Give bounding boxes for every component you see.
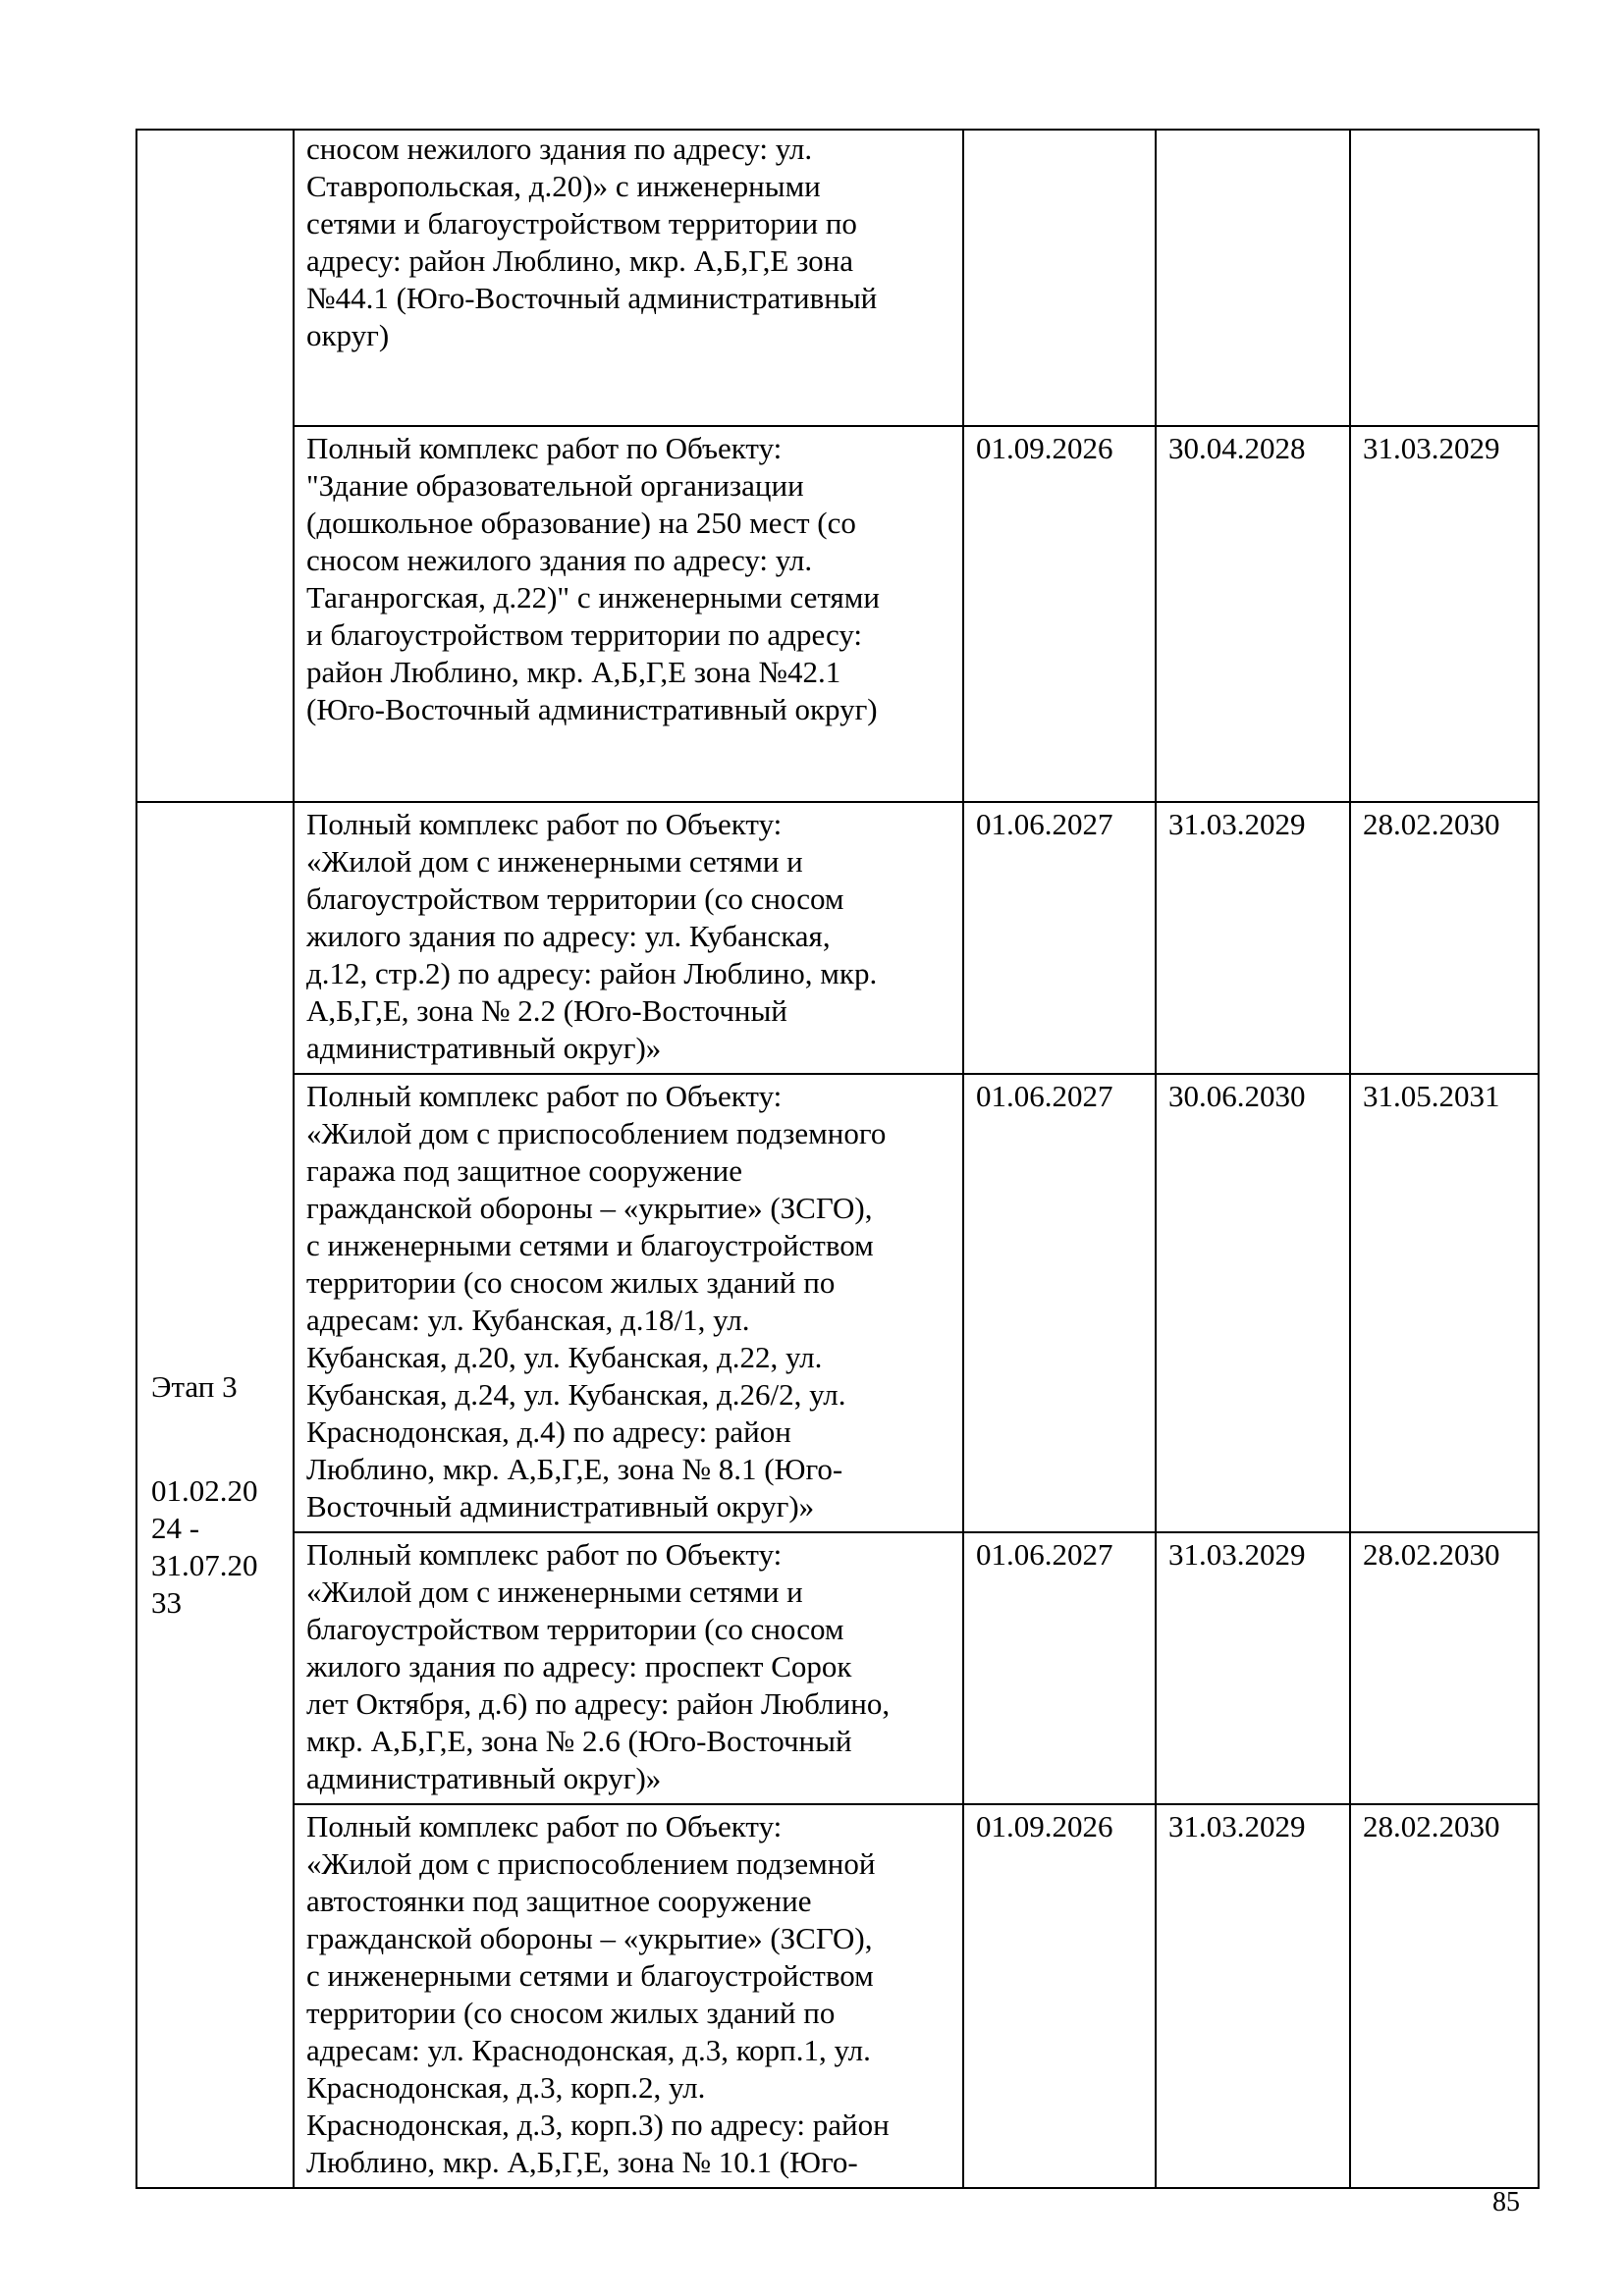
work-description: Полный комплекс работ по Объекту: "Здание образовательной организации (дошкольное образование) на 250 мест (со сносом нежилого здания по адресу: ул. Таганрогская, д.22)" с инженерными сетями и благоустройством территории по адресу: район Люблино, мкр. А,Б,Г,Е зона №42.1 (Юго-Восточный административный округ) <box>294 426 963 802</box>
stage-period: 01.02.20 24 - 31.07.20 33 <box>151 1473 258 1620</box>
table-row <box>136 1532 1539 1804</box>
stage-cell <box>136 802 294 2188</box>
mid-date: 31.03.2029 <box>1156 1804 1350 2188</box>
schedule-table <box>135 129 1540 2189</box>
start-date: 01.06.2027 <box>963 802 1156 1074</box>
work-description: сносом нежилого здания по адресу: ул. Ставропольская, д.20)» с инженерными сетями и благоустройством территории по адресу: район Люблино, мкр. А,Б,Г,Е зона №44.1 (Юго-Восточный административный округ) <box>294 130 963 426</box>
mid-date: 31.03.2029 <box>1156 802 1350 1074</box>
table-row <box>136 802 1539 1074</box>
end-date: 28.02.2030 <box>1350 1532 1539 1804</box>
table-row <box>136 1804 1539 2188</box>
mid-date: 30.06.2030 <box>1156 1074 1350 1532</box>
mid-date <box>1156 130 1350 426</box>
work-description: Полный комплекс работ по Объекту: «Жилой дом с инженерными сетями и благоустройством территории (со сносом жилого здания по адресу: проспект Сорок лет Октября, д.6) по адресу: район Люблино, мкр. А,Б,Г,Е, зона № 2.6 (Юго-Восточный административный округ)» <box>294 1532 963 1804</box>
end-date <box>1350 130 1539 426</box>
stage-title: Этап 3 <box>151 1369 238 1404</box>
work-description: Полный комплекс работ по Объекту: «Жилой дом с инженерными сетями и благоустройством территории (со сносом жилого здания по адресу: ул. Кубанская, д.12, стр.2) по адресу: район Люблино, мкр. А,Б,Г,Е, зона № 2.2 (Юго-Восточный административный округ)» <box>294 802 963 1074</box>
work-description: Полный комплекс работ по Объекту: «Жилой дом с приспособлением подземного гаража под защитное сооружение гражданской обороны – «укрытие» (ЗСГО), с инженерными сетями и благоустройством территории (со сносом жилых зданий по адресам: ул. Кубанская, д.18/1, ул. Кубанская, д.20, ул. Кубанская, д.22, ул. Кубанская, д.24, ул. Кубанская, д.26/2, ул. Краснодонская, д.4) по адресу: район Люблино, мкр. А,Б,Г,Е, зона № 8.1 (Юго- Восточный административный округ)» <box>294 1074 963 1532</box>
stage-cell-previous <box>136 130 294 802</box>
mid-date: 31.03.2029 <box>1156 1532 1350 1804</box>
table-row <box>136 130 1539 426</box>
end-date: 28.02.2030 <box>1350 802 1539 1074</box>
work-description: Полный комплекс работ по Объекту: «Жилой дом с приспособлением подземной автостоянки под защитное сооружение гражданской обороны – «укрытие» (ЗСГО), с инженерными сетями и благоустройством территории (со сносом жилых зданий по адресам: ул. Краснодонская, д.3, корп.1, ул. Краснодонская, д.3, корп.2, ул. Краснодонская, д.3, корп.3) по адресу: район Люблино, мкр. А,Б,Г,Е, зона № 10.1 (Юго- <box>294 1804 963 2188</box>
start-date <box>963 130 1156 426</box>
end-date: 31.03.2029 <box>1350 426 1539 802</box>
mid-date: 30.04.2028 <box>1156 426 1350 802</box>
table-row <box>136 426 1539 802</box>
table-row <box>136 1074 1539 1532</box>
start-date: 01.06.2027 <box>963 1074 1156 1532</box>
end-date: 31.05.2031 <box>1350 1074 1539 1532</box>
start-date: 01.09.2026 <box>963 426 1156 802</box>
page-number: 85 <box>1492 2187 1520 2217</box>
start-date: 01.09.2026 <box>963 1804 1156 2188</box>
start-date: 01.06.2027 <box>963 1532 1156 1804</box>
end-date: 28.02.2030 <box>1350 1804 1539 2188</box>
